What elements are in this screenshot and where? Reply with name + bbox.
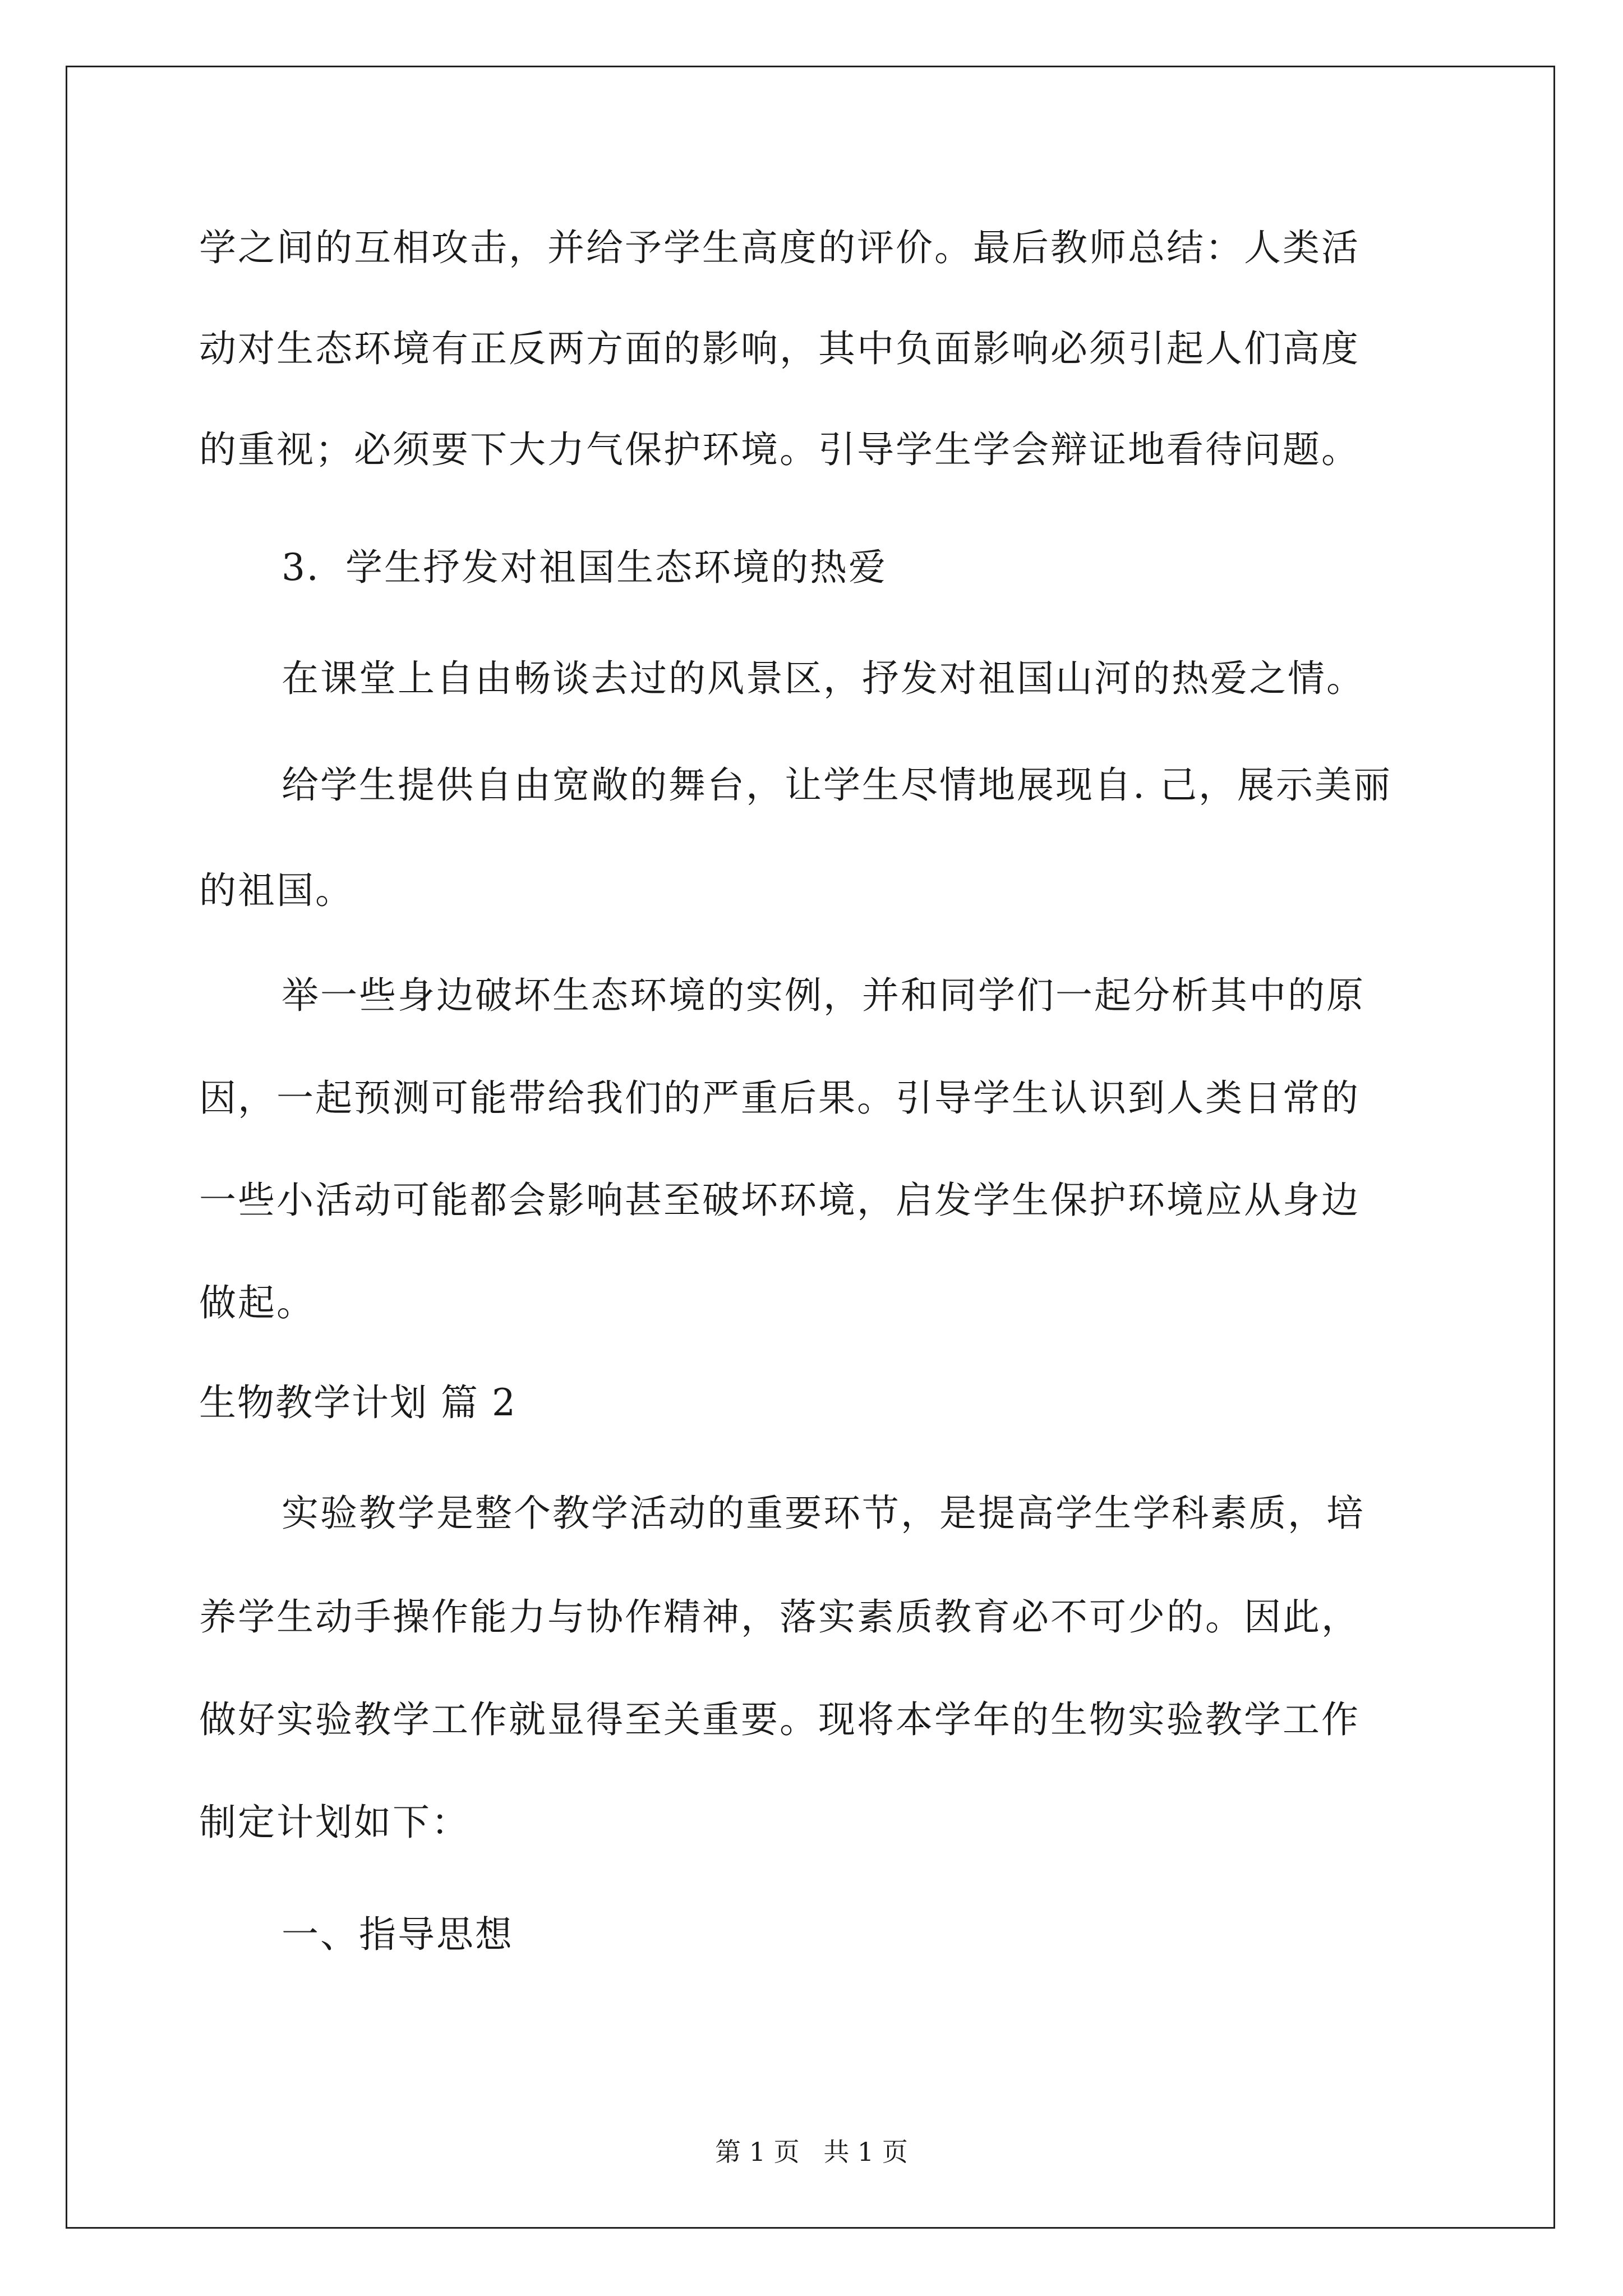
page-number: 第 1 页 [715, 2137, 800, 2167]
page-footer [0, 2136, 1623, 2168]
body-line-9: 因，一起预测可能带给我们的严重后果。引导学生认识到人类日常的 [199, 1076, 1360, 1120]
body-line-2: 动对生态环境有正反两方面的影响，其中负面影响必须引起人们高度 [199, 327, 1360, 370]
body-line-11: 做起。 [199, 1281, 315, 1324]
body-line-13: 实验教学是整个教学活动的重要环节，是提高学生学科素质，培 [282, 1492, 1365, 1535]
page-total: 共 1 页 [823, 2137, 908, 2167]
body-line-16: 制定计划如下： [199, 1801, 470, 1844]
body-line-14: 养学生动手操作能力与协作精神，落实素质教育必不可少的。因此， [199, 1595, 1360, 1639]
body-line-1: 学之间的互相攻击，并给予学生高度的评价。最后教师总结：人类活 [199, 226, 1360, 269]
section-subheading: 3．学生抒发对祖国生态环境的热爱 [282, 546, 887, 589]
body-line-5: 在课堂上自由畅谈去过的风景区，抒发对祖国山河的热爱之情。 [282, 657, 1365, 700]
section-title: 生物教学计划 篇 2 [199, 1381, 517, 1424]
page-border [66, 66, 1555, 2229]
numbered-heading: 一、指导思想 [282, 1913, 514, 1956]
body-line-15: 做好实验教学工作就显得至关重要。现将本学年的生物实验教学工作 [199, 1698, 1360, 1741]
body-line-6: 给学生提供自由宽敞的舞台，让学生尽情地展现自. 己，展示美丽 [282, 763, 1392, 807]
body-line-8: 举一些身边破坏生态环境的实例，并和同学们一起分析其中的原 [282, 974, 1365, 1017]
body-line-7: 的祖国。 [199, 869, 354, 912]
body-line-10: 一些小活动可能都会影响甚至破坏环境，启发学生保护环境应从身边 [199, 1179, 1360, 1222]
body-line-3: 的重视；必须要下大力气保护环境。引导学生学会辩证地看待问题。 [199, 428, 1360, 471]
